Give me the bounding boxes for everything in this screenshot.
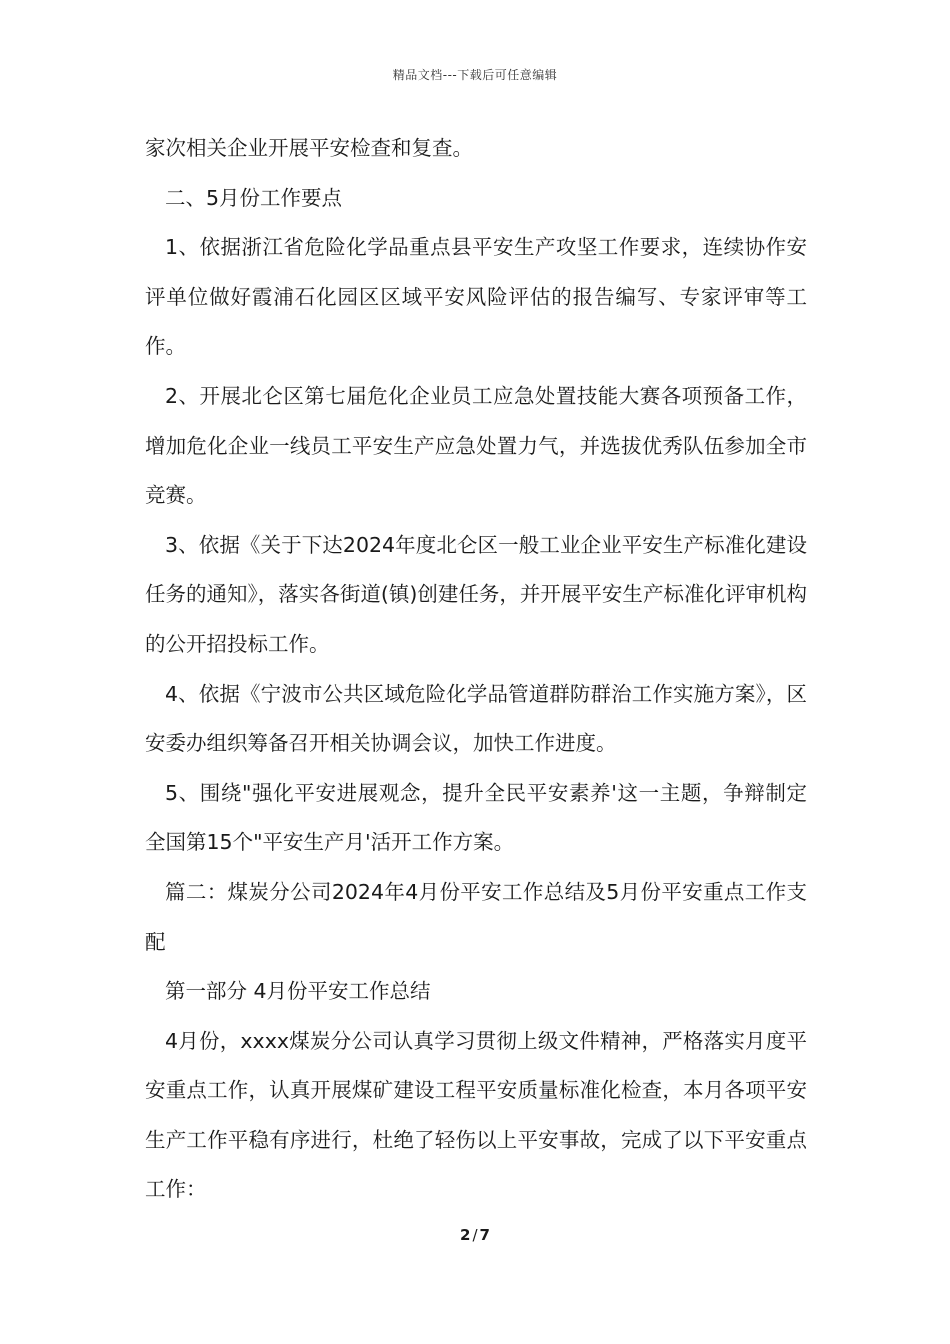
paragraph-continuation: 家次相关企业开展平安检查和复查。 [145,136,473,160]
page-number [0,1226,950,1244]
total-pages: 7 [479,1226,490,1244]
list-item-3: 3、依据《关于下达2024年度北仑区一般工业企业平安生产标准化建设任务的通知》，落实各街道(镇)创建任务，并开展平安生产标准化评审机构的公开招投标工作。 [145,532,807,656]
list-item-1: 1、依据浙江省危险化学品重点县平安生产攻坚工作要求，连续协作安评单位做好霞浦石化园区区域平安风险评估的报告编写、专家评审等工作。 [145,235,807,359]
section-heading-may-points: 二、5月份工作要点 [165,185,343,210]
article-title-part-two: 篇二：煤炭分公司2024年4月份平安工作总结及5月份平安重点工作支配 [145,879,807,954]
document-body [145,124,807,1215]
header-text: 精品文档---下载后可任意编辑 [392,68,558,82]
list-item-5: 5、围绕"强化平安进展观念，提升全民平安素养'这一主题，争辩制定全国第15个"平安生产月'活开工作方案。 [145,780,807,855]
section-heading-part-one: 第一部分 4月份平安工作总结 [165,979,431,1004]
page-separator: / [472,1226,478,1244]
list-item-2: 2、开展北仑区第七届危化企业员工应急处置技能大赛各项预备工作，增加危化企业一线员工平安生产应急处置力气，并选拔优秀队伍参加全市竞赛。 [145,383,807,508]
list-item-4: 4、依据《宁波市公共区域危险化学品管道群防群治工作实施方案》，区安委办组织筹备召开相关协调会议，加快工作进度。 [145,681,807,756]
page-header [0,66,950,83]
summary-paragraph: 4月份，xxxx煤炭分公司认真学习贯彻上级文件精神，严格落实月度平安重点工作，认真开展煤矿建设工程平安质量标准化检查，本月各项平安生产工作平稳有序进行，杜绝了轻伤以上平安事故，完成了以下平安重点工作： [145,1028,807,1202]
current-page: 2 [460,1226,471,1244]
